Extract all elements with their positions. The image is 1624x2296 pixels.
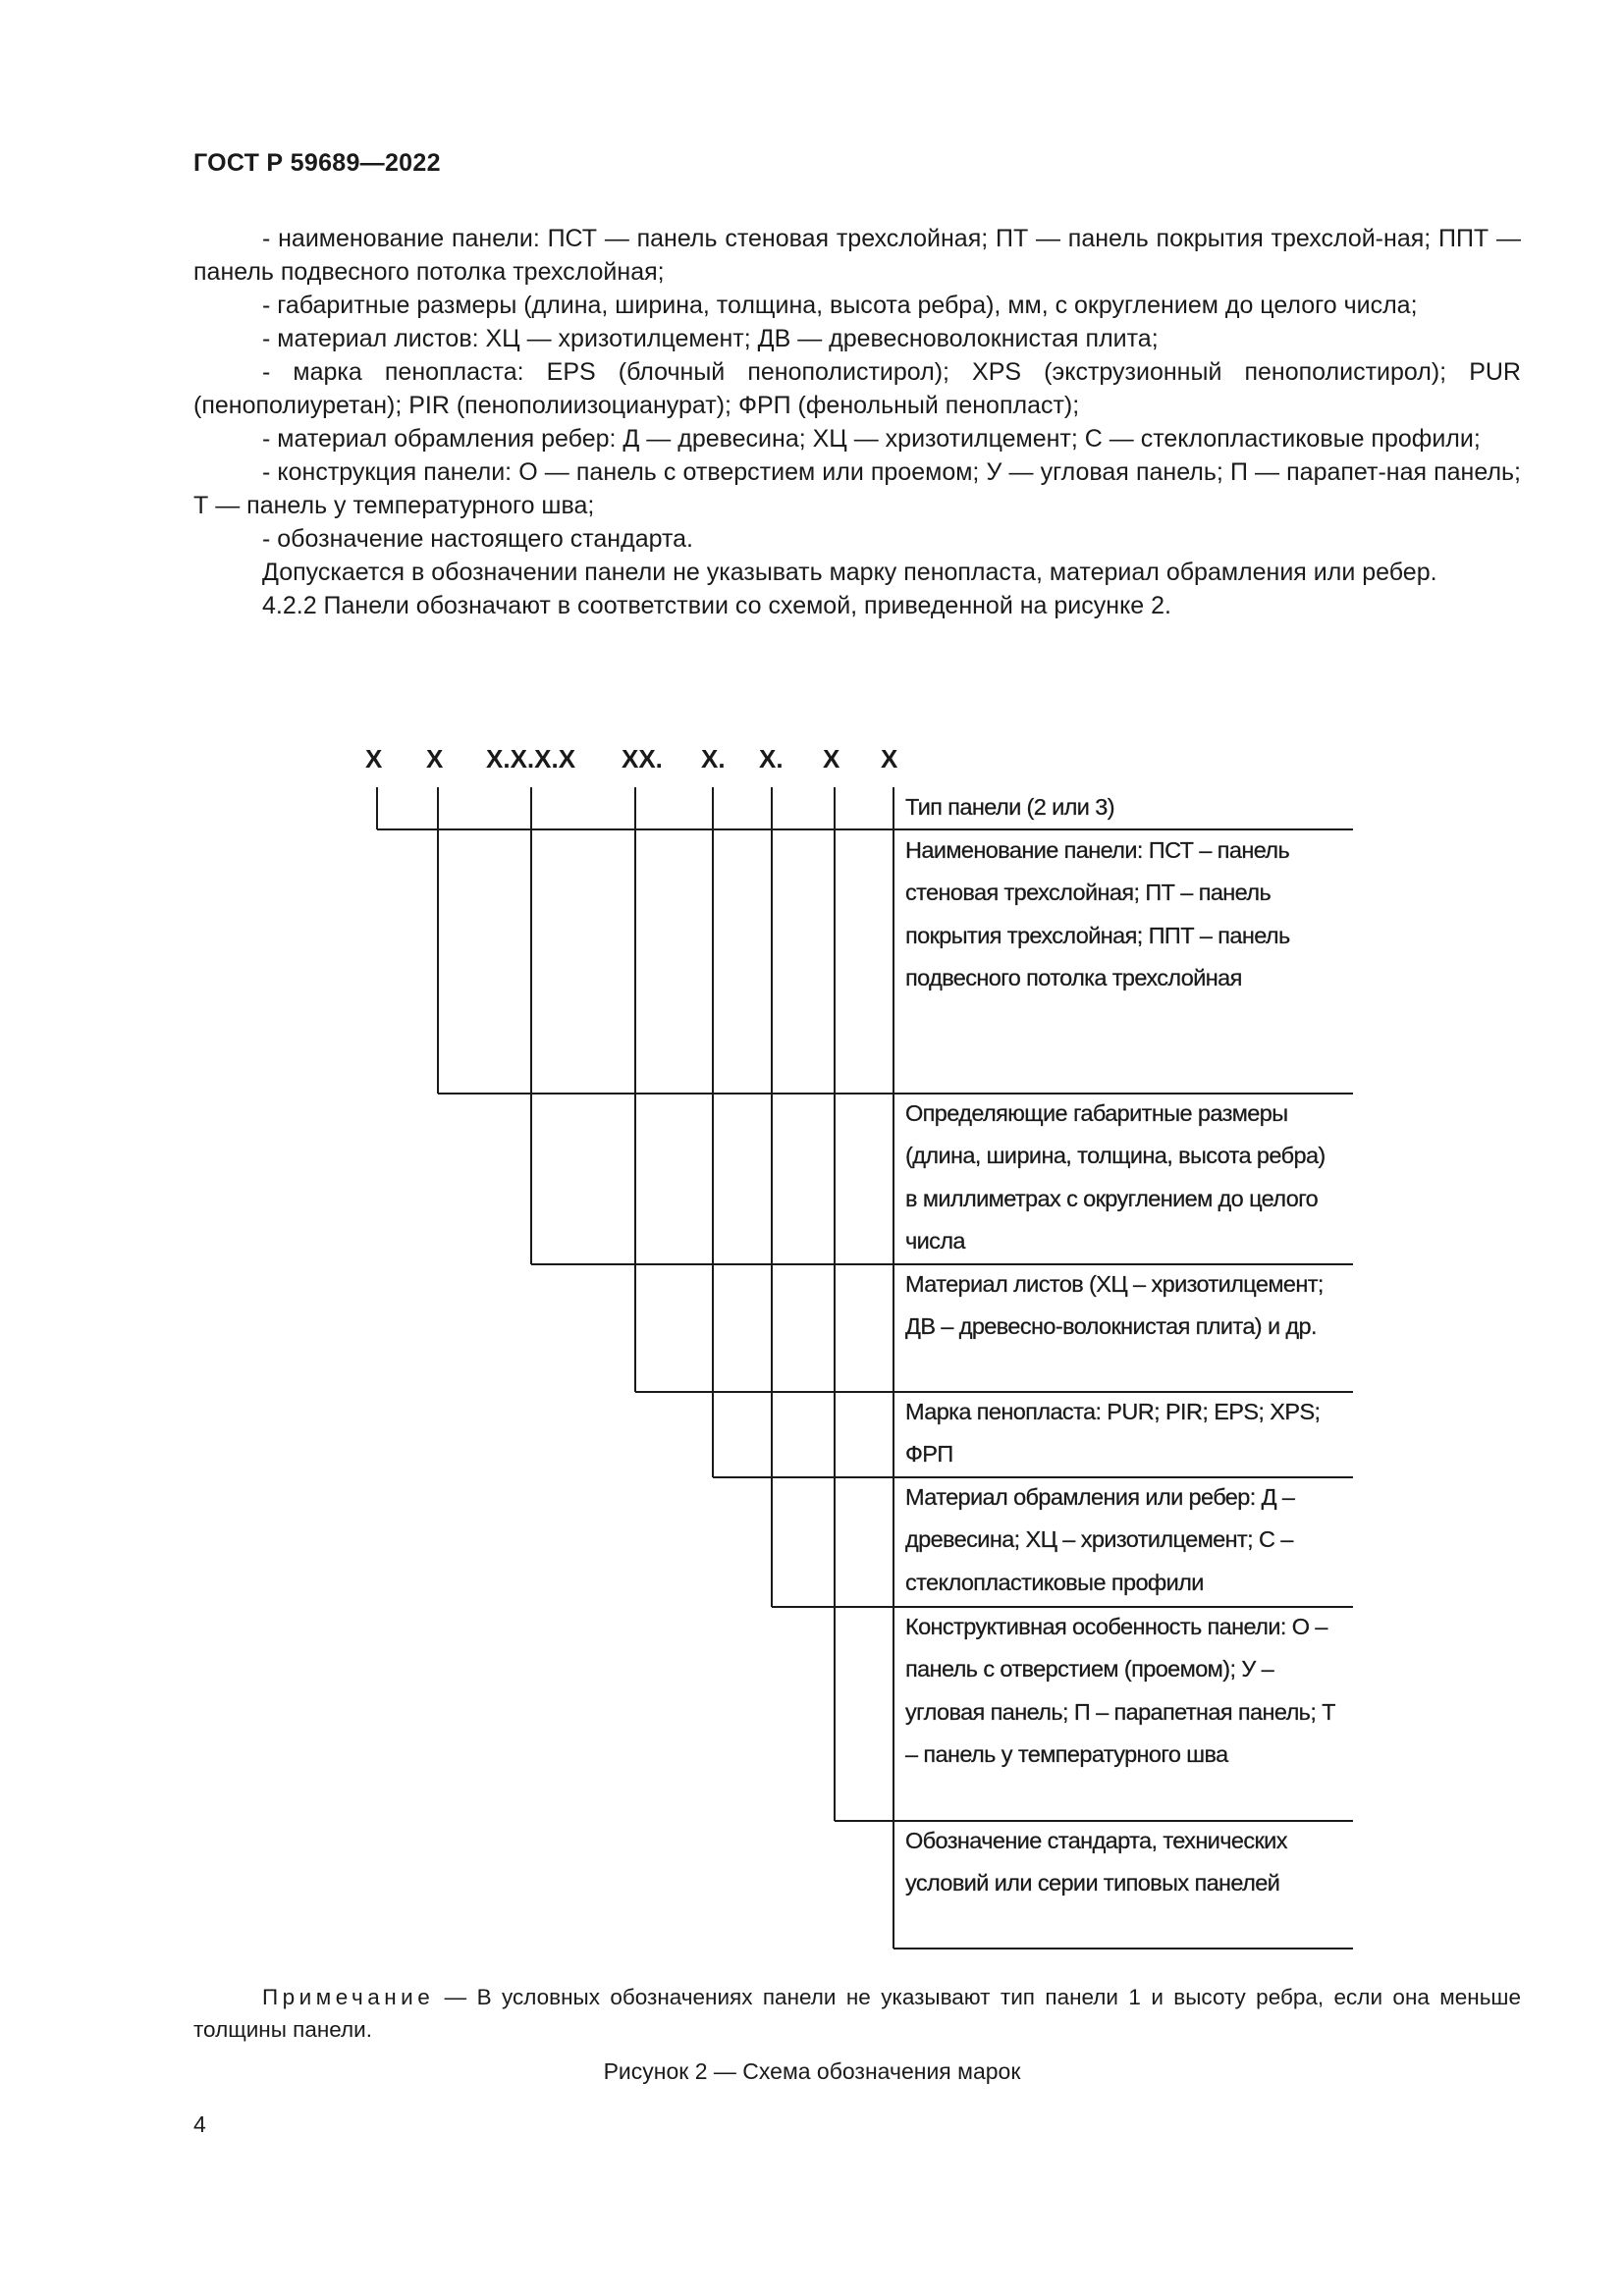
desc-panel-name: Наименование панели: ПСТ – панель стеновая трехслойная; ПТ – панель покрытия трехслойная; ППТ – панель подвесного потолка трехслойная <box>905 837 1290 990</box>
code-panel-type: X <box>365 744 383 774</box>
desc-standard: Обозначение стандарта, технических условий или серии типовых панелей <box>905 1828 1287 1896</box>
paragraph-allowance: Допускается в обозначении панели не указывать марку пенопласта, материал обрамления или ребер. <box>262 559 1437 586</box>
paragraph-sheet-material: - материал листов: ХЦ — хризотилцемент; ДВ — древесноволокнистая плита; <box>262 325 1159 352</box>
code-standard: X <box>881 744 898 774</box>
document-header: ГОСТ Р 59689—2022 <box>193 149 441 177</box>
code-frame-material: X. <box>759 744 784 774</box>
figure-note <box>193 1981 1521 2046</box>
page-number: 4 <box>193 2111 206 2137</box>
paragraph-dimensions: - габаритные размеры (длина, ширина, толщина, высота ребра), мм, с округлением до целого числа; <box>262 292 1418 319</box>
desc-panel-type: Тип панели (2 или 3) <box>905 794 1114 820</box>
desc-sheet-material: Материал листов (ХЦ – хризотилцемент; ДВ – древесно-волокнистая плита) и др. <box>905 1271 1324 1340</box>
paragraph-4-2-2: 4.2.2 Панели обозначают в соответствии со схемой, приведенной на рисунке 2. <box>262 592 1171 619</box>
paragraph-panel-name: - наименование панели: ПСТ — панель стеновая трехслойная; ПТ — панель покрытия трехслой-ная; ППТ — панель подвесного потолка трехслойная; <box>193 225 1521 286</box>
desc-foam-grade: Марка пенопласта: PUR; PIR; EPS; XPS; ФРП <box>905 1399 1321 1468</box>
paragraph-standard: - обозначение настоящего стандарта. <box>262 525 693 553</box>
code-panel-name: X <box>426 744 444 774</box>
paragraph-foam-grade: - марка пенопласта: EPS (блочный пенополистирол); XPS (экструзионный пенополистирол); PUR (пенополиуретан); PIR (пенополиизоцианурат); ФРП (фенольный пенопласт); <box>193 358 1521 419</box>
code-dimensions: X.X.X.X <box>486 744 576 774</box>
note-label: Примечание <box>262 1985 435 2009</box>
figure-caption: Рисунок 2 — Схема обозначения марок <box>603 2058 1021 2084</box>
paragraph-frame-material: - материал обрамления ребер: Д — древесина; ХЦ — хризотилцемент; С — стеклопластиковые профили; <box>262 425 1481 453</box>
desc-dimensions: Определяющие габаритные размеры (длина, ширина, толщина, высота ребра) в миллиметрах с округлением до целого числа <box>905 1100 1326 1254</box>
code-foam-grade: X. <box>701 744 726 774</box>
code-sheet-material: XX. <box>622 744 663 774</box>
paragraph-construction: - конструкция панели: О — панель с отверстием или проемом; У — угловая панель; П — парапет-ная панель; Т — панель у температурного шва; <box>193 458 1521 519</box>
desc-construction: Конструктивная особенность панели: О – панель с отверстием (проемом); У – угловая панель; П – парапетная панель; Т – панель у температурного шва <box>905 1614 1335 1767</box>
note-text: — В условных обозначениях панели не указывают тип панели 1 и высоту ребра, если она меньше толщины панели. <box>193 1985 1521 2042</box>
code-construction: X <box>823 744 840 774</box>
desc-frame-material: Материал обрамления или ребер: Д – древесина; ХЦ – хризотилцемент; С – стеклопластиковые профили <box>905 1484 1295 1595</box>
